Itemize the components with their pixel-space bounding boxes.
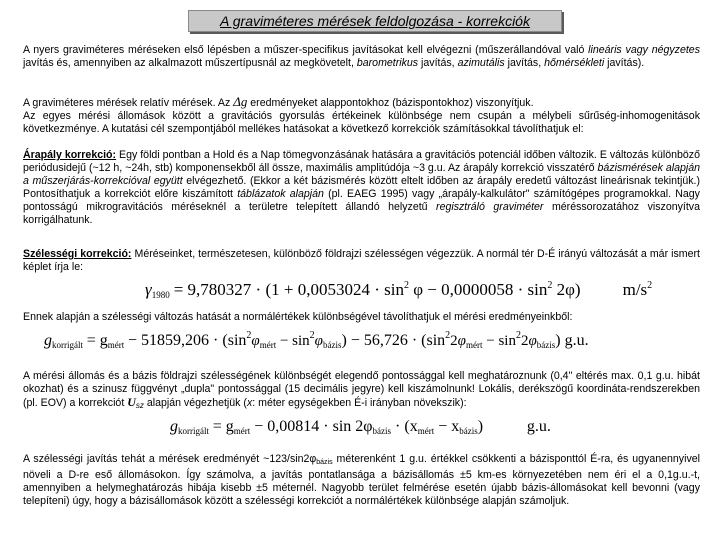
paragraph-tidal-correction: Árapály korrekció: Egy földi pontban a Hold és a Nap tömegvonzásának hatására a gravitációs potenciál időben változik. E változás különböző periódusidejű (~12 h, ~24h, stb) komponensekből áll össze, maximális amplitúdója ~3 g.u. Az árapály korrekció visszatérő bázismérések alapján a műszerjárás-korrekcióval együtt elvégezhető. (Ekkor a két bázismérés között eltelt időben az árapály eredetű változást lineárisnak tekintjük.) Pontosíthatjuk a korrekciót előre kiszámított táblázatok alapján (pl. EAEG 1995) vagy „árapály-kalkulátor" számítógépes programokkal. Nagy pontosságú mikrogravitációs méréseknél a területre telepített állandó helyzetű regisztráló graviméter méréssorozatához viszonyítva korrigálhatunk. — [23, 149, 700, 227]
paragraph-relative-measurements: A graviméteres mérések relatív mérések. Az Δg eredményeket alappontokhoz (bázispontokhoz) viszonyítjuk. — [23, 94, 534, 109]
latitude-correction-heading: Szélességi korrekció: — [23, 248, 132, 260]
paragraph-instrument-corrections: A nyers graviméteres méréseken első lépésben a műszer-specifikus javításokat kell elvégezni (műszerállandóval való lineáris vagy négyzetes javítás és, amennyiben az alkalmazott műszertípusnál az megkövetelt, barometrikus javítás, azimutális javítás, hőmérsékleti javítás). — [23, 44, 700, 70]
formula-normal-gravity: $\gamma_{1980} = 9,780327 \cdot (1 + 0,0053024 \cdot \sin^2 \varphi - 0,0000058 \cdot \sin^2 2\varphi)$ $m/s^2$ — [145, 280, 653, 300]
paragraph-latitude-correction: Szélességi korrekció: Méréseinket, természetesen, különböző földrajzi szélességen végezzük. A normál tér D-É irányú változását a már ismert képlet írja le: — [23, 248, 700, 274]
page-title: A graviméteres mérések feldolgozása - korrekciók — [188, 10, 562, 32]
paragraph-corrections-intro: Az egyes mérési állomások között a gravitációs gyorsulás értékeinek különbsége nem csupán a mélybeli sűrűség-inhomogenitások következménye. A kutatási cél szempontjából mellékes hatásokat a következő korrekciók számításokkal távolíthatjuk el: — [23, 110, 700, 136]
paragraph-latitude-summary: A szélességi javítás tehát a mérések eredményét ~123/sin2φbázis méterenként 1 g.u. értékkel csökkenti a bázisponttól É-ra, és ugyanennyivel növeli a D-re eső állomásokon. Így számolva, a javítás pontatlansága a bázisállomás ±5 km-es környezetében nem éri el a 0,1g.u.-t, amennyiben a helymeghatározás hibája kisebb ±5 méternél. Nagyobb terület felmérése esetén újabb bázis-állomásokat kell bevonni (vagy telepíteni) úgy, hogy a bázisállomások között a szélességi korrekciót a normálértékek különbsége alapján számoljuk. — [23, 453, 700, 508]
tidal-correction-heading: Árapály korrekció: — [23, 149, 117, 161]
formula-latitude-correction: $g_{korrigált} = g_{mért} - 51859,206 \cdot (\sin^2\varphi_{mért} - \sin^2\varphi_{bázis}) - 56,726 \cdot (\sin^22\varphi_{mért} - \sin^22\varphi_{bázis})$ g.u. — [44, 330, 589, 350]
paragraph-latitude-accuracy: A mérési állomás és a bázis földrajzi szélességének különbségét elegendő pontossággal kell meghatároznunk (0,4" eltérés max. 0,1 g.u. hibát okozhat) és a szinusz függvényt „dupla" pontossággal (15 decimális jegyre) kell kiszámolnunk! Lokális, derékszögű koordináta-rendszerekben (pl. EOV) a korrekciót Usz alapján végezhetjük (x: méter egységekben É-i irányban növekszik): — [23, 370, 700, 411]
formula-local-latitude-correction: $g_{korrigált} = g_{mért} - 0,00814 \cdot \sin 2\varphi_{bázis} \cdot (x_{mért} - x_{bázis})$ g.u. — [170, 418, 551, 436]
paragraph-normal-difference: Ennek alapján a szélességi változás hatását a normálértékek különbségével távolíthatjuk el mérési eredményeinkből: — [23, 311, 573, 323]
